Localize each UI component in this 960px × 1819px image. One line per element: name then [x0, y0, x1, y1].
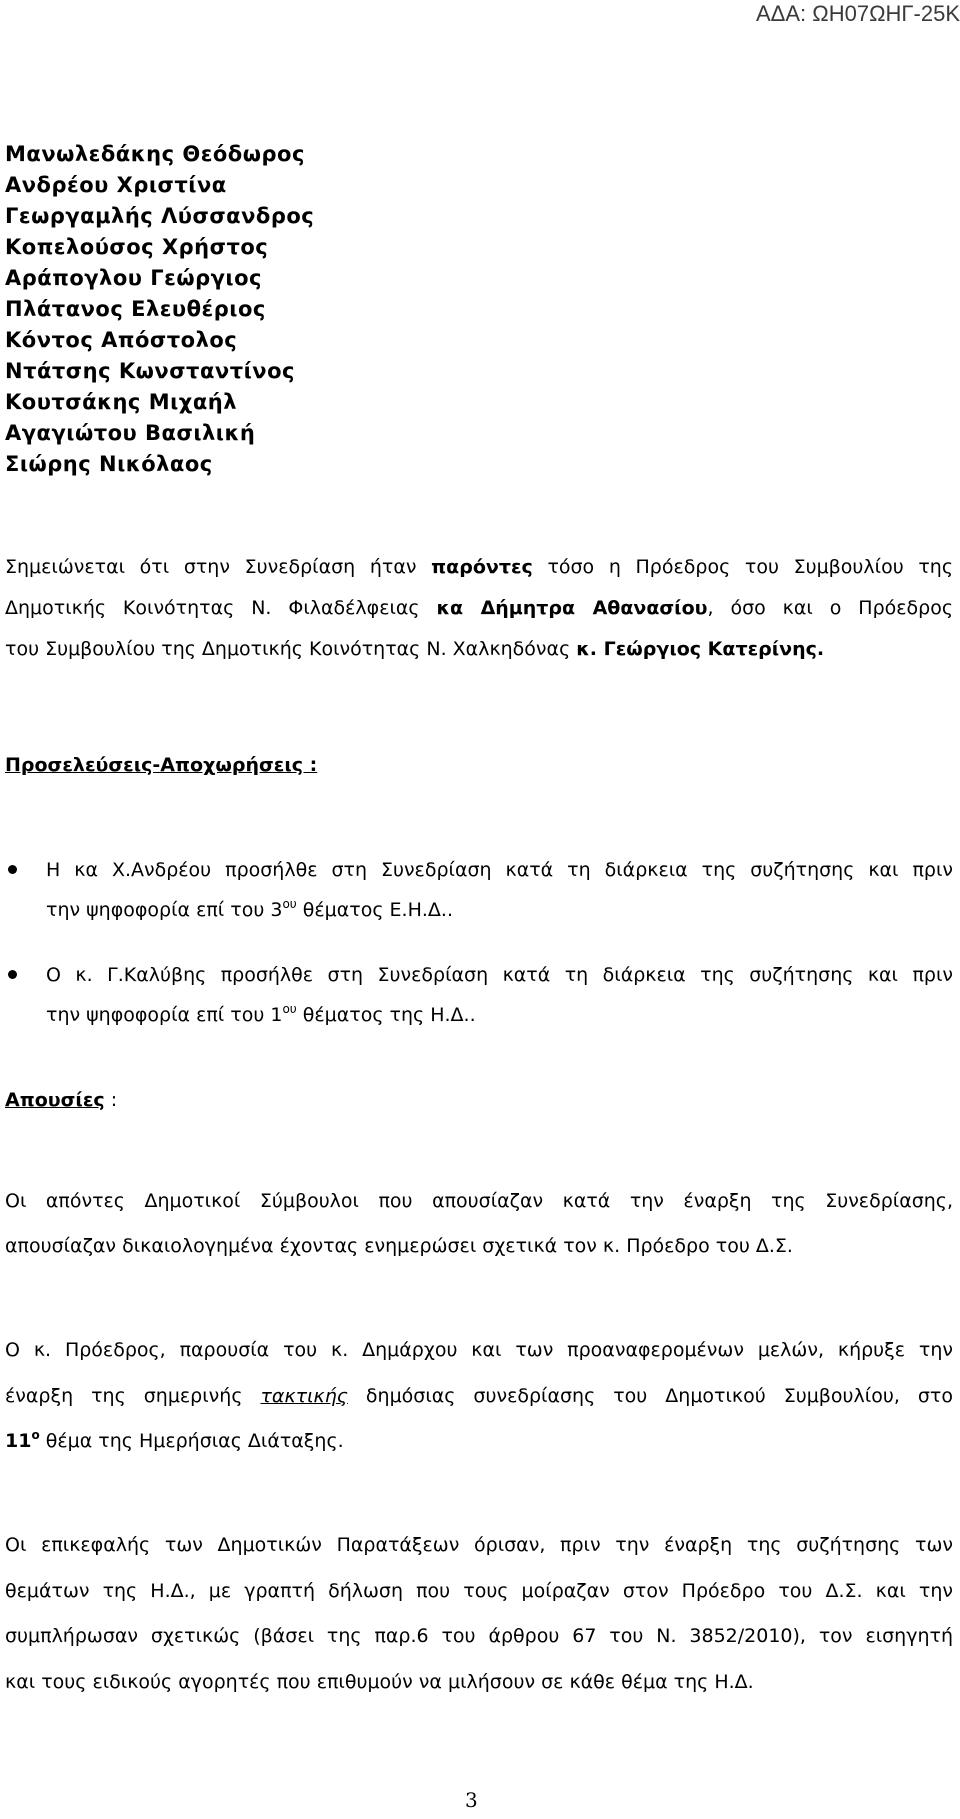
arrival-line: Η κα Χ.Ανδρέου προσήλθε στη Συνεδρίαση κατά τη διάρκεια της συζήτησης και πριν — [46, 859, 953, 881]
bullet-icon — [8, 865, 17, 874]
arrivals-heading-text: Προσελεύσεις-Αποχωρήσεις : — [5, 754, 318, 776]
ordinal-suffix: ου — [282, 1002, 297, 1016]
president-name: κα Δήμητρα Αθανασίου — [436, 597, 708, 619]
member-list — [5, 139, 314, 480]
arrival-line — [46, 996, 953, 1034]
opening-text: θέμα της Ημερήσιας Διάταξης. — [39, 1430, 344, 1452]
opening-text: έναρξη της σημερινής — [5, 1385, 261, 1407]
ordinal-suffix: ου — [282, 897, 297, 911]
absences-heading-colon: : — [104, 1089, 118, 1111]
member-name: Κόντος Απόστολος — [5, 328, 238, 352]
presence-bold: παρόντες — [431, 556, 533, 578]
absences-line-2: απουσίαζαν δικαιολογημένα έχοντας ενημερώσει σχετικά τον κ. Πρόεδρο του Δ.Σ. — [5, 1235, 793, 1257]
arrival-line: Ο κ. Γ.Καλύβης προσήλθε στη Συνεδρίαση κατά τη διάρκεια της συζήτησης και πριν — [46, 964, 953, 986]
arrival-text: την ψηφοφορία επί του 3 — [46, 899, 283, 921]
member-name: Κουτσάκης Μιχαήλ — [5, 390, 237, 414]
speakers-line-4: και τους ειδικούς αγορητές που επιθυμούν να μιλήσουν σε κάθε θέμα της Η.Δ. — [5, 1671, 754, 1693]
speakers-line-1: Οι επικεφαλής των Δημοτικών Παρατάξεων όρισαν, πριν την έναρξη της συζήτησης των — [5, 1534, 953, 1556]
presence-text: του Συμβουλίου της Δημοτικής Κοινότητας Ν. Χαλκηδόνας — [5, 638, 577, 660]
member-name: Αράπογλου Γεώργιος — [5, 266, 262, 290]
member-name: Ντάτσης Κωνσταντίνος — [5, 359, 295, 383]
arrival-text: την ψηφοφορία επί του 1 — [46, 1004, 283, 1026]
member-name: Πλάτανος Ελευθέριος — [5, 297, 266, 321]
absences-heading — [5, 1087, 117, 1113]
member-name: Μανωλεδάκης Θεόδωρος — [5, 142, 305, 166]
ordinal-suffix: ο — [31, 1428, 40, 1442]
presence-text: , όσο και ο Πρόεδρος — [707, 597, 953, 619]
opening-line-2 — [5, 1376, 953, 1417]
item-number: 11 — [5, 1430, 32, 1452]
president-name: κ. Γεώργιος Κατερίνης. — [576, 638, 825, 660]
arrival-text: θέματος Ε.Η.Δ.. — [296, 899, 453, 921]
ada-code: ΑΔΑ: ΩΗ07ΩΗΓ-25Κ — [756, 1, 960, 26]
absences-heading-text: Απουσίες — [5, 1089, 105, 1111]
presence-text: Σημειώνεται ότι στην Συνεδρίαση ήταν — [5, 556, 432, 578]
session-type: τακτικής — [260, 1385, 348, 1407]
member-name: Αγαγιώτου Βασιλική — [5, 421, 256, 445]
opening-text: δημόσιας συνεδρίασης του Δημοτικού Συμβουλίου, στο — [347, 1385, 953, 1407]
presence-text: Δημοτικής Κοινότητας Ν. Φιλαδέλφειας — [5, 597, 437, 619]
member-name: Γεωργαμλής Λύσσανδρος — [5, 204, 315, 228]
presence-line-1 — [5, 547, 953, 588]
opening-line-3 — [5, 1421, 953, 1462]
arrivals-heading — [5, 752, 317, 778]
bullet-icon — [8, 970, 17, 979]
arrival-line — [46, 891, 953, 929]
page-number: 3 — [465, 1788, 478, 1812]
member-name: Ανδρέου Χριστίνα — [5, 173, 227, 197]
presence-line-3 — [5, 629, 953, 670]
opening-line-1: Ο κ. Πρόεδρος, παρουσία του κ. Δημάρχου και των προαναφερομένων μελών, κήρυξε την — [5, 1339, 953, 1361]
member-name: Κοπελούσος Χρήστος — [5, 235, 269, 259]
presence-text: τόσο η Πρόεδρος του Συμβουλίου της — [532, 556, 953, 578]
absences-line-1: Οι απόντες Δημοτικοί Σύμβουλοι που απουσίαζαν κατά την έναρξη της Συνεδρίασης, — [5, 1190, 953, 1212]
arrival-text: θέματος της Η.Δ.. — [296, 1004, 476, 1026]
member-name: Σιώρης Νικόλαος — [5, 452, 213, 476]
presence-line-2 — [5, 588, 953, 629]
speakers-line-2: θεμάτων της Η.Δ., με γραπτή δήλωση που τους μοίραζαν στον Πρόεδρο του Δ.Σ. και την — [5, 1580, 953, 1602]
speakers-line-3: συμπλήρωσαν σχετικώς (βάσει της παρ.6 του άρθρου 67 του Ν. 3852/2010), τον εισηγητή — [5, 1625, 953, 1647]
